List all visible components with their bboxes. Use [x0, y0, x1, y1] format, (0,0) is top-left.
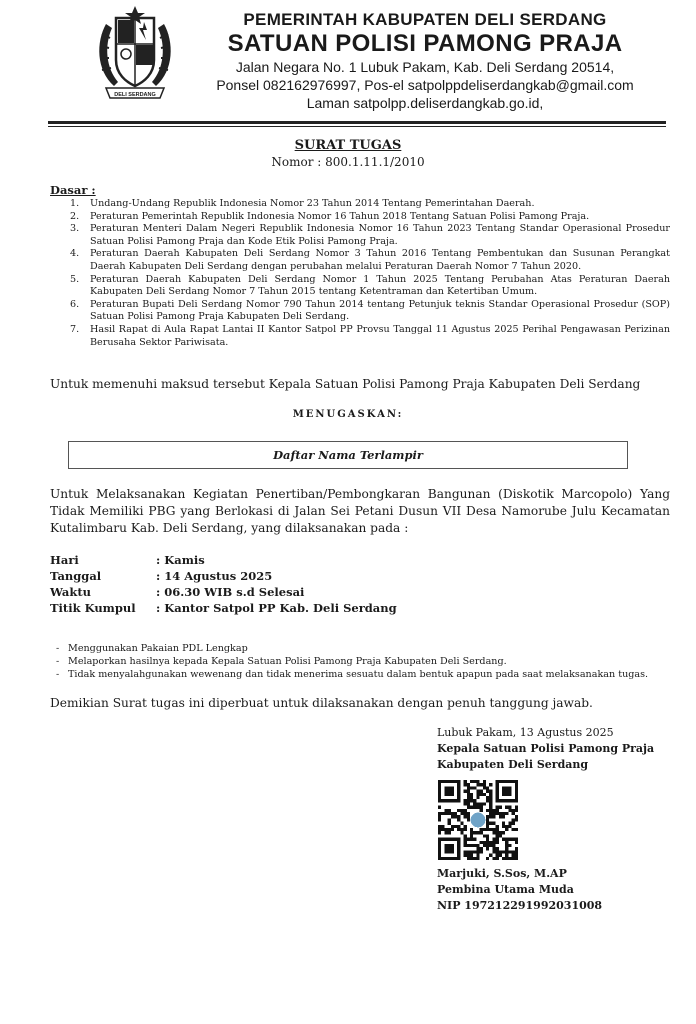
note-text: Menggunakan Pakaian PDL Lengkap: [68, 643, 248, 654]
note-text: Melaporkan hasilnya kepada Kepala Satuan Polisi Pamong Praja Kabupaten Deli Serdang.: [68, 656, 507, 667]
dasar-item-text: Hasil Rapat di Aula Rapat Lantai II Kantor Satpol PP Provsu Tanggal 11 Agustus 2025 Perihal Pengawasan Perizinan Berusaha Sektor Pariwisata.: [90, 323, 670, 348]
dasar-item-number: 7.: [70, 323, 80, 335]
dasar-item-text: Peraturan Pemerintah Republik Indonesia Nomor 16 Tahun 2018 Tentang Satuan Polisi Pamong Praja.: [90, 210, 590, 222]
purpose-paragraph: Untuk Melaksanakan Kegiatan Penertiban/Pembongkaran Bangunan (Diskotik Marcopolo) Yang Tidak Memiliki PBG yang Berlokasi di Jalan Sei Petani Dusun VII Desa Namorube Julu Kecamatan Kutalimbaru Kab. Deli Serdang, yang dilaksanakan pada :: [50, 487, 670, 535]
agency-name: SATUAN POLISI PAMONG PRAJA: [227, 30, 623, 57]
website-line: Laman satpolpp.deliserdangkab.go.id,: [306, 95, 544, 111]
letter-title: [0, 137, 696, 170]
dasar-item-number: 2.: [70, 210, 80, 222]
signer-name: Marjuki, S.Sos, M.AP: [437, 867, 567, 880]
signer-details: [437, 866, 677, 914]
note-item: [56, 655, 676, 668]
signer-nip: NIP 197212291992031008: [437, 899, 603, 912]
dasar-item-number: 4.: [70, 248, 80, 260]
deli-serdang-emblem-icon: [92, 4, 178, 104]
schedule-key: Waktu: [50, 585, 92, 599]
intro-paragraph: Untuk memenuhi maksud tersebut Kepala Satuan Polisi Pamong Praja Kabupaten Deli Serdang: [50, 377, 641, 391]
dasar-item-text: Peraturan Daerah Kabupaten Deli Serdang Nomor 1 Tahun 2025 Tentang Perubahan Atas Peraturan Daerah Kabupaten Deli Serdang Nomor 7 Tahun 2015 tentang Ketentraman dan Ketertiban Umum.: [90, 273, 670, 298]
note-item: [56, 668, 676, 681]
schedule-value: : 14 Agustus 2025: [156, 569, 273, 583]
note-dash: -: [56, 656, 60, 667]
instruction-notes: [56, 642, 676, 681]
dasar-item-number: 6.: [70, 298, 80, 310]
signer-region: Kabupaten Deli Serdang: [437, 758, 589, 771]
dasar-item: [50, 198, 670, 211]
dasar-item-text: Peraturan Menteri Dalam Negeri Republik Indonesia Nomor 16 Tahun 2023 Tentang Standar Operasional Prosedur Satuan Polisi Pamong Praja dan Kode Etik Polisi Pamong Praja.: [90, 223, 670, 247]
signature-block: [437, 725, 677, 773]
dasar-item-number: 1.: [70, 198, 80, 209]
schedule-key: Hari: [50, 553, 79, 567]
schedule-value: : 06.30 WIB s.d Selesai: [156, 585, 305, 599]
svg-text:DELI SERDANG: DELI SERDANG: [114, 92, 156, 98]
government-name: PEMERINTAH KABUPATEN DELI SERDANG: [243, 10, 607, 29]
dasar-label: Dasar :: [50, 183, 96, 197]
menugaskan-heading: MENUGASKAN:: [292, 409, 404, 420]
dasar-item-text: Undang-Undang Republik Indonesia Nomor 23 Tahun 2014 Tentang Pemerintahan Daerah.: [90, 198, 535, 209]
place-date: Lubuk Pakam, 13 Agustus 2025: [437, 726, 614, 739]
letter-heading: SURAT TUGAS: [294, 138, 402, 153]
dasar-item-text: Peraturan Bupati Deli Serdang Nomor 790 Tahun 2014 tentang Petunjuk teknis Standar Operasional Prosedur (SOP) Satuan Polisi Pamong Praja Kabupaten Deli Serdang.: [90, 298, 670, 323]
dasar-item: [50, 299, 670, 324]
dasar-item: [50, 248, 670, 273]
qr-code-icon: [438, 780, 518, 860]
schedule-key: Tanggal: [50, 569, 102, 583]
letterhead: [190, 10, 660, 112]
closing-paragraph: Demikian Surat tugas ini diperbuat untuk dilaksanakan dengan penuh tanggung jawab.: [50, 696, 593, 710]
signer-position: Kepala Satuan Polisi Pamong Praja: [437, 742, 655, 755]
header-rule-thin: [48, 126, 666, 127]
note-dash: -: [56, 669, 60, 680]
dasar-item-number: 3.: [70, 223, 80, 235]
note-dash: -: [56, 643, 60, 654]
header-rule-thick: [48, 121, 666, 124]
schedule-value: : Kantor Satpol PP Kab. Deli Serdang: [156, 601, 397, 615]
schedule-value: : Kamis: [156, 553, 205, 567]
schedule-key: Titik Kumpul: [50, 601, 136, 615]
note-item: [56, 642, 676, 655]
contact-line: Ponsel 082162976997, Pos-el satpolppdeliserdangkab@gmail.com: [216, 77, 634, 93]
dasar-item: [50, 211, 670, 224]
note-text: Tidak menyalahgunakan wewenang dan tidak menerima sesuatu dalam bentuk apapun pada saat melaksanakan tugas.: [68, 669, 649, 680]
dasar-item: [50, 324, 670, 349]
address-line: Jalan Negara No. 1 Lubuk Pakam, Kab. Deli Serdang 20514,: [235, 59, 615, 75]
dasar-item-number: 5.: [70, 273, 80, 285]
dasar-item-text: Peraturan Daerah Kabupaten Deli Serdang Nomor 3 Tahun 2016 Tentang Pembentukan dan Susunan Perangkat Daerah Kabupaten Deli Serdang dengan perubahan melalui Peraturan Daerah Nomor 7 Tahun 2020.: [90, 248, 670, 272]
dasar-item: [50, 223, 670, 248]
letter-number: Nomor : 800.1.11.1/2010: [271, 155, 425, 169]
assignee-box: Daftar Nama Terlampir: [68, 441, 628, 469]
signer-rank: Pembina Utama Muda: [437, 883, 574, 896]
dasar-item: [50, 274, 670, 299]
dasar-list: [50, 198, 670, 349]
